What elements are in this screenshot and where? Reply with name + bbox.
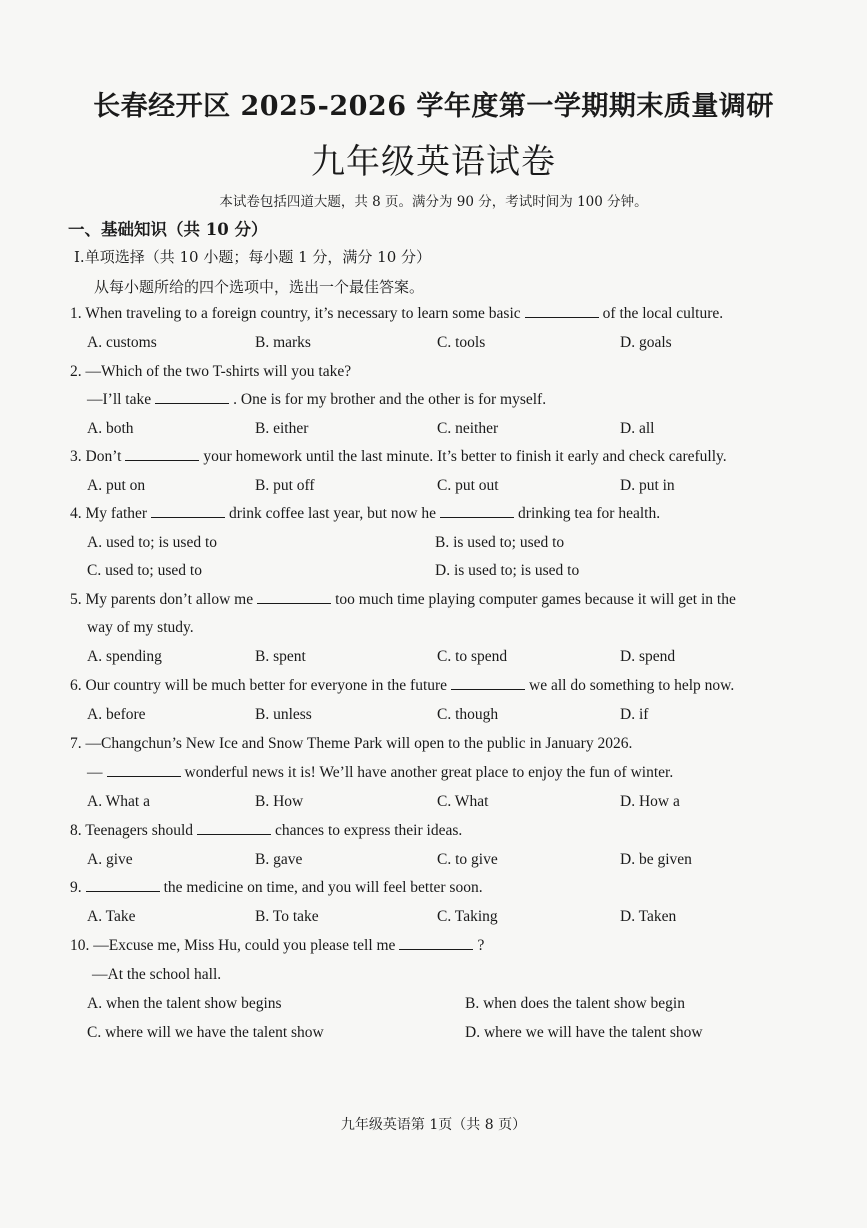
question-1-stem bbox=[70, 305, 723, 323]
question-6-text: 6. Our country will be much better for everyone in the future bbox=[70, 677, 448, 694]
q9-option-c: C. Taking bbox=[437, 908, 498, 925]
question-9-text-end: the medicine on time, and you will feel better soon. bbox=[163, 879, 483, 896]
answer-blank bbox=[151, 516, 225, 518]
question-8-stem bbox=[70, 822, 462, 840]
question-8-text: 8. Teenagers should bbox=[70, 822, 194, 839]
q1-option-d: D. goals bbox=[620, 334, 672, 351]
answer-blank bbox=[451, 688, 525, 690]
question-2-text-end: . One is for my brother and the other is for myself. bbox=[233, 391, 547, 408]
question-5-text-end: too much time playing computer games because it will get in the bbox=[335, 591, 736, 608]
answer-blank bbox=[440, 516, 514, 518]
q5-option-d: D. spend bbox=[620, 648, 676, 665]
q8-option-c: C. to give bbox=[437, 851, 498, 868]
question-10-stem bbox=[70, 937, 484, 955]
q5-option-c: C. to spend bbox=[437, 648, 508, 665]
answer-blank bbox=[107, 775, 181, 777]
q10-option-b: B. when does the talent show begin bbox=[465, 995, 685, 1012]
q4-option-d: D. is used to; is used to bbox=[435, 562, 580, 579]
question-7-text-end: wonderful news it is! We’ll have another great place to enjoy the fun of winter. bbox=[184, 764, 674, 781]
q3-option-c: C. put out bbox=[437, 477, 499, 494]
question-6-text-end: we all do something to help now. bbox=[529, 677, 735, 694]
q7-option-b: B. How bbox=[255, 793, 304, 810]
question-4-text-end: drinking tea for health. bbox=[518, 505, 661, 522]
question-4-text-mid: drink coffee last year, but now he bbox=[229, 505, 437, 522]
question-4-stem bbox=[70, 505, 660, 523]
q4-option-b: B. is used to; used to bbox=[435, 534, 565, 551]
q7-option-a: A. What a bbox=[87, 793, 150, 810]
q8-option-d: D. be given bbox=[620, 851, 692, 868]
q6-option-d: D. if bbox=[620, 706, 649, 723]
question-6-stem bbox=[70, 677, 734, 695]
q5-option-b: B. spent bbox=[255, 648, 306, 665]
question-3-stem bbox=[70, 448, 727, 466]
question-4-text: 4. My father bbox=[70, 505, 148, 522]
answer-blank bbox=[197, 833, 271, 835]
q10-option-d: D. where we will have the talent show bbox=[465, 1024, 703, 1041]
part-instruction: 从每小题所给的四个选项中，选出一个最佳答案。 bbox=[94, 278, 425, 296]
answer-blank bbox=[399, 948, 473, 950]
question-2-text: —I’ll take bbox=[87, 391, 152, 408]
answer-blank bbox=[125, 459, 199, 461]
q9-option-a: A. Take bbox=[87, 908, 136, 925]
page-footer: 九年级英语第 1页（共 8 页） bbox=[340, 1117, 527, 1133]
exam-subtitle: 九年级英语试卷 bbox=[311, 142, 556, 182]
q8-option-b: B. gave bbox=[255, 851, 303, 868]
q2-option-c: C. neither bbox=[437, 420, 499, 437]
q10-option-c: C. where will we have the talent show bbox=[87, 1024, 324, 1041]
answer-blank bbox=[257, 602, 331, 604]
q3-option-d: D. put in bbox=[620, 477, 675, 494]
q6-option-a: A. before bbox=[87, 706, 146, 723]
question-2-reply bbox=[87, 391, 546, 409]
q9-option-b: B. To take bbox=[255, 908, 319, 925]
question-1-text: 1. When traveling to a foreign country, it’s necessary to learn some basic bbox=[70, 305, 521, 322]
q4-option-a: A. used to; is used to bbox=[87, 534, 218, 551]
question-7-stem: 7. —Changchun’s New Ice and Snow Theme Park will open to the public in January 2026. bbox=[70, 735, 633, 752]
exam-title: 长春经开区 2025-2026 学年度第一学期期末质量调研 bbox=[93, 91, 774, 122]
question-3-text-end: your homework until the last minute. It’s better to finish it early and check carefully. bbox=[203, 448, 727, 465]
q1-option-b: B. marks bbox=[255, 334, 311, 351]
q1-option-c: C. tools bbox=[437, 334, 486, 351]
part-heading: Ⅰ.单项选择（共 10 小题；每小题 1 分，满分 10 分） bbox=[74, 248, 432, 266]
question-3-text: 3. Don’t bbox=[70, 448, 122, 465]
q2-option-b: B. either bbox=[255, 420, 309, 437]
q6-option-c: C. though bbox=[437, 706, 499, 723]
question-5-stem-cont: way of my study. bbox=[87, 619, 194, 636]
question-10-text: 10. —Excuse me, Miss Hu, could you please tell me bbox=[70, 937, 396, 954]
question-10-reply: —At the school hall. bbox=[92, 966, 222, 983]
q4-option-c: C. used to; used to bbox=[87, 562, 202, 579]
q1-option-a: A. customs bbox=[87, 334, 157, 351]
q6-option-b: B. unless bbox=[255, 706, 312, 723]
question-10-text-end: ? bbox=[477, 937, 485, 954]
answer-blank bbox=[155, 402, 229, 404]
question-9-text: 9. bbox=[70, 879, 82, 896]
q3-option-a: A. put on bbox=[87, 477, 146, 494]
q2-option-d: D. all bbox=[620, 420, 655, 437]
question-5-stem bbox=[70, 591, 736, 609]
q9-option-d: D. Taken bbox=[620, 908, 677, 925]
q5-option-a: A. spending bbox=[87, 648, 162, 665]
question-5-text: 5. My parents don’t allow me bbox=[70, 591, 254, 608]
q10-option-a: A. when the talent show begins bbox=[87, 995, 282, 1012]
question-9-stem bbox=[70, 879, 483, 897]
q3-option-b: B. put off bbox=[255, 477, 315, 494]
q2-option-a: A. both bbox=[87, 420, 134, 437]
q7-option-d: D. How a bbox=[620, 793, 680, 810]
q8-option-a: A. give bbox=[87, 851, 133, 868]
q7-option-c: C. What bbox=[437, 793, 489, 810]
question-2-stem: 2. —Which of the two T-shirts will you take? bbox=[70, 363, 352, 380]
answer-blank bbox=[525, 316, 599, 318]
exam-intro: 本试卷包括四道大题，共 8 页。满分为 90 分，考试时间为 100 分钟。 bbox=[219, 194, 648, 210]
section-heading: 一、基础知识（共 10 分） bbox=[68, 220, 268, 239]
question-7-reply bbox=[87, 764, 673, 782]
question-7-text: — bbox=[87, 764, 103, 781]
answer-blank bbox=[86, 890, 160, 892]
question-8-text-end: chances to express their ideas. bbox=[275, 822, 463, 839]
question-1-text-end: of the local culture. bbox=[602, 305, 724, 322]
